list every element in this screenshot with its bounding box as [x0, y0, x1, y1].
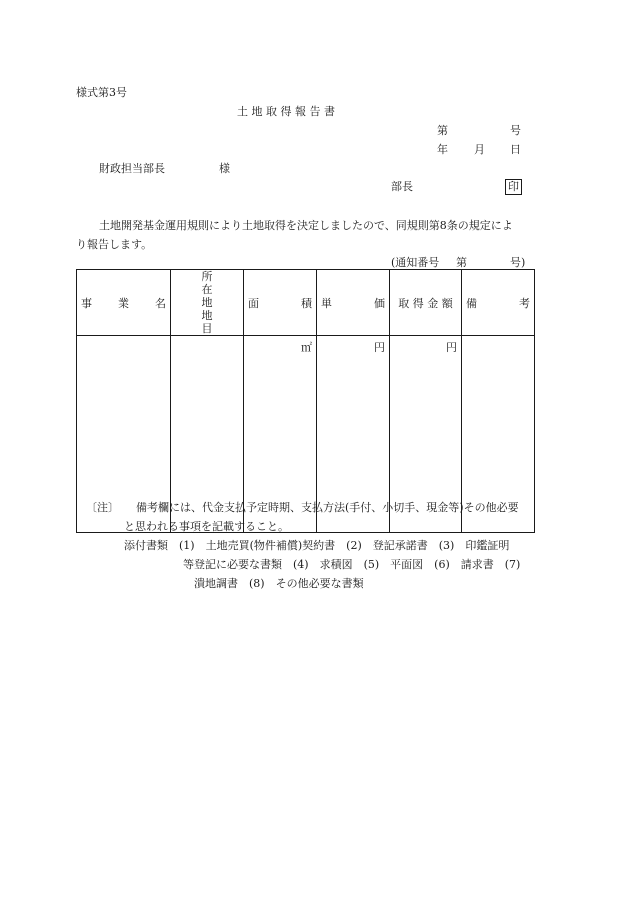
notice-number-close: 号) — [510, 256, 526, 269]
addressee-honorific: 様 — [219, 162, 230, 175]
document-title: 土 地 取 得 報 告 書 — [237, 105, 335, 118]
header-acquisition-amount: 取 得 金 額 — [390, 270, 462, 336]
header-unit-price: 単 価 — [317, 270, 390, 336]
form-number: 様式第3号 — [76, 86, 127, 99]
note-line2: と思われる事項を記載すること。 — [124, 520, 289, 533]
amount-unit: 円 — [446, 341, 457, 354]
header-location: 所 在 地 地 目 — [171, 270, 244, 336]
attachments-line2: 等登記に必要な書類 (4) 求積図 (5) 平面図 (6) 請求書 (7) — [183, 558, 521, 571]
land-acquisition-table — [76, 269, 535, 533]
doc-number-suffix: 号 — [510, 124, 521, 137]
table-header-row — [77, 270, 535, 336]
attachments-line1: 添付書類 (1) 土地売買(物件補償)契約書 (2) 登記承諾書 (3) 印鑑証明 — [124, 539, 510, 552]
unit-price-unit: 円 — [374, 341, 385, 354]
header-area: 面 積 — [244, 270, 317, 336]
header-remarks: 備 考 — [462, 270, 535, 336]
date-day: 日 — [510, 143, 521, 156]
date-year: 年 — [437, 143, 448, 156]
body-text-line1: 土地開発基金運用規則により土地取得を決定しましたので、同規則第8条の規定によ — [99, 219, 513, 232]
note-line1: 備考欄には、代金支払予定時期、支払方法(手付、小切手、現金等)その他必要 — [136, 501, 519, 514]
body-text-line2: り報告します。 — [76, 238, 153, 251]
notice-number-prefix: 第 — [456, 256, 467, 269]
header-project-name: 事 業 名 — [77, 270, 171, 336]
date-month: 月 — [474, 143, 485, 156]
notes-label: 〔注〕 — [86, 501, 119, 514]
seal-mark: 印 — [505, 179, 522, 195]
sender-title: 部長 — [391, 180, 413, 193]
attachments-line3: 潰地調書 (8) その他必要な書類 — [194, 577, 364, 590]
doc-number-prefix: 第 — [437, 124, 448, 137]
area-unit: ㎡ — [301, 341, 312, 354]
notice-number-open: (通知番号 — [391, 256, 440, 269]
addressee-name: 財政担当部長 — [99, 162, 165, 175]
